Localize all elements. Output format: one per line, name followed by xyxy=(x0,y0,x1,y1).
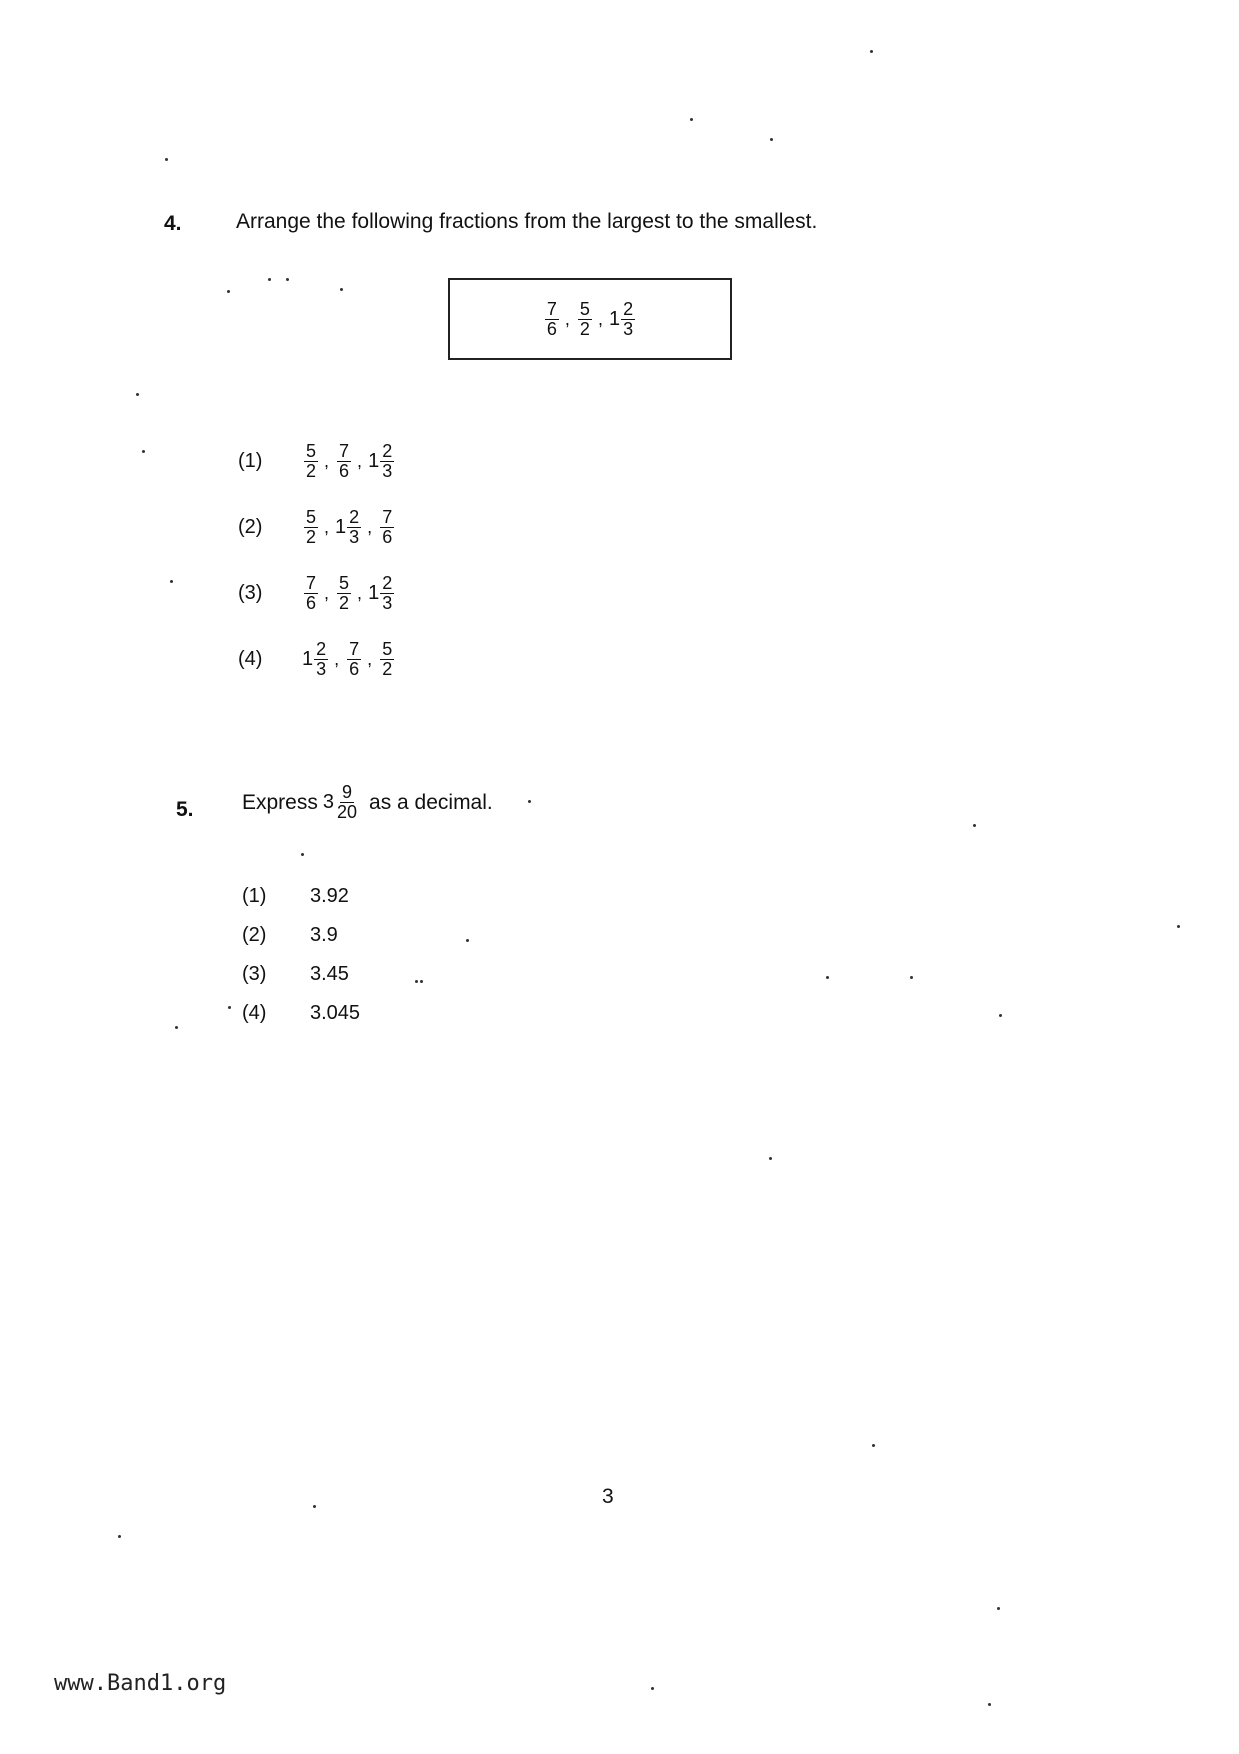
option-label: (3) xyxy=(238,581,263,604)
fraction-numerator: 7 xyxy=(382,506,393,527)
answer-option xyxy=(242,924,360,963)
scan-speck xyxy=(1177,925,1180,928)
fraction xyxy=(337,574,351,613)
fraction-denominator: 3 xyxy=(349,526,360,547)
fraction xyxy=(380,640,394,679)
question-4-text: Arrange the following fractions from the largest to the smallest. xyxy=(236,210,818,233)
fraction-numerator: 2 xyxy=(316,638,327,659)
fraction xyxy=(380,508,394,547)
scan-speck xyxy=(118,1535,121,1538)
fraction-denominator: 3 xyxy=(382,592,393,613)
mixed-whole: 1 xyxy=(608,307,621,330)
fraction xyxy=(314,640,328,679)
comma-separator: , xyxy=(324,450,330,471)
mixed-number xyxy=(335,508,363,547)
fraction-denominator: 6 xyxy=(306,592,317,613)
mixed-whole: 1 xyxy=(302,647,314,670)
fraction xyxy=(347,508,361,547)
scan-speck xyxy=(466,939,469,942)
fraction-numerator: 7 xyxy=(306,572,317,593)
fraction-denominator: 2 xyxy=(306,526,317,547)
scan-speck xyxy=(872,1444,875,1447)
fraction xyxy=(380,574,394,613)
fraction xyxy=(335,574,353,613)
fraction-denominator: 6 xyxy=(349,658,360,679)
scan-speck xyxy=(997,1607,1000,1610)
fraction xyxy=(543,300,561,339)
mixed-whole: 3 xyxy=(322,791,334,813)
fraction xyxy=(304,574,318,613)
answer-option xyxy=(242,885,360,924)
option-label: (1) xyxy=(238,449,263,472)
page-number: 3 xyxy=(602,1485,614,1508)
fraction-denominator: 2 xyxy=(306,460,317,481)
comma-separator: , xyxy=(357,450,363,471)
fraction xyxy=(545,300,559,339)
fraction xyxy=(302,508,320,547)
scan-speck xyxy=(690,118,693,121)
option-value: 3.92 xyxy=(310,885,349,907)
scan-speck xyxy=(340,288,343,291)
scan-speck xyxy=(313,1505,316,1508)
scan-speck xyxy=(999,1014,1002,1017)
footer-url: www.Band1.org xyxy=(54,1671,227,1696)
option-label: (2) xyxy=(238,515,263,538)
fraction-denominator: 3 xyxy=(623,318,634,339)
fraction-denominator: 2 xyxy=(382,658,393,679)
fraction-numerator: 5 xyxy=(382,638,393,659)
comma-separator: , xyxy=(324,516,330,537)
fraction-numerator: 5 xyxy=(306,506,317,527)
scan-speck xyxy=(175,1026,178,1029)
fraction-numerator: 2 xyxy=(623,298,634,319)
answer-option xyxy=(242,963,360,1002)
fraction xyxy=(335,783,359,822)
answer-option xyxy=(238,626,396,692)
scan-speck xyxy=(268,278,271,281)
fraction-numerator: 5 xyxy=(339,572,350,593)
given-fractions-box xyxy=(448,278,732,360)
fraction-denominator: 6 xyxy=(339,460,350,481)
fraction-numerator: 2 xyxy=(349,506,360,527)
fraction xyxy=(621,300,635,339)
question-5-prefix: Express xyxy=(242,790,318,814)
fraction-numerator: 9 xyxy=(341,782,352,802)
scan-speck xyxy=(870,50,873,53)
answer-option xyxy=(242,1002,360,1041)
fraction-numerator: 7 xyxy=(349,638,360,659)
scan-speck xyxy=(136,393,139,396)
fraction-numerator: 7 xyxy=(339,440,350,461)
mixed-number xyxy=(368,442,396,481)
mixed-whole: 1 xyxy=(368,581,380,604)
question-5-options xyxy=(242,885,360,1041)
scan-speck xyxy=(769,1157,772,1160)
question-5-mixed-number xyxy=(323,783,361,822)
option-value: 3.9 xyxy=(310,924,338,946)
scan-speck xyxy=(651,1687,654,1690)
option-label: (4) xyxy=(238,647,263,670)
question-5-suffix: as a decimal. xyxy=(369,790,493,814)
scan-speck xyxy=(770,138,773,141)
scan-speck xyxy=(301,853,304,856)
option-label: (4) xyxy=(242,1002,267,1024)
comma-separator: , xyxy=(367,516,373,537)
scan-speck xyxy=(228,1006,231,1009)
fraction xyxy=(304,508,318,547)
scan-speck xyxy=(988,1703,991,1706)
fraction-numerator: 2 xyxy=(382,440,393,461)
fraction-denominator: 2 xyxy=(579,318,590,339)
scan-speck xyxy=(420,980,423,983)
answer-option xyxy=(238,494,396,560)
scan-speck xyxy=(142,450,145,453)
question-4-number: 4. xyxy=(164,212,182,235)
comma-separator: , xyxy=(367,648,373,669)
scan-speck xyxy=(826,976,829,979)
given-fractions xyxy=(543,300,637,339)
option-label: (1) xyxy=(242,885,267,907)
scan-speck xyxy=(910,976,913,979)
fraction-denominator: 3 xyxy=(316,658,327,679)
mixed-whole: 1 xyxy=(368,449,380,472)
question-4-options xyxy=(238,428,396,692)
scan-speck xyxy=(170,580,173,583)
scan-speck xyxy=(165,158,168,161)
answer-option xyxy=(238,428,396,494)
fraction xyxy=(380,442,394,481)
fraction-denominator: 6 xyxy=(382,526,393,547)
fraction-numerator: 7 xyxy=(546,298,557,319)
comma-separator: , xyxy=(357,582,363,603)
fraction-denominator: 3 xyxy=(382,460,393,481)
fraction-numerator: 2 xyxy=(382,572,393,593)
fraction xyxy=(578,300,592,339)
fraction-denominator: 20 xyxy=(336,802,358,822)
option-value: 3.45 xyxy=(310,963,349,985)
fraction xyxy=(576,300,594,339)
option-label: (2) xyxy=(242,924,267,946)
scan-speck xyxy=(286,278,289,281)
fraction xyxy=(302,574,320,613)
scan-speck xyxy=(973,824,976,827)
fraction-numerator: 5 xyxy=(306,440,317,461)
scan-speck xyxy=(415,980,418,983)
scan-speck xyxy=(528,800,531,803)
fraction xyxy=(347,640,361,679)
fraction xyxy=(345,640,363,679)
option-value: 3.045 xyxy=(310,1002,361,1024)
fraction xyxy=(378,508,396,547)
option-label: (3) xyxy=(242,963,267,985)
fraction-denominator: 2 xyxy=(339,592,350,613)
answer-option xyxy=(238,560,396,626)
fraction xyxy=(304,442,318,481)
comma-separator: , xyxy=(324,582,330,603)
comma-separator: , xyxy=(564,308,570,329)
question-5-number: 5. xyxy=(176,798,194,821)
fraction-numerator: 5 xyxy=(579,298,590,319)
fraction-denominator: 6 xyxy=(546,318,557,339)
fraction xyxy=(302,442,320,481)
fraction xyxy=(337,442,351,481)
mixed-number xyxy=(368,574,396,613)
fraction xyxy=(378,640,396,679)
mixed-number xyxy=(609,300,637,339)
comma-separator: , xyxy=(597,308,603,329)
comma-separator: , xyxy=(334,648,340,669)
mixed-whole: 1 xyxy=(335,515,347,538)
question-5-text xyxy=(242,783,493,822)
fraction xyxy=(335,442,353,481)
scan-speck xyxy=(227,290,230,293)
mixed-number xyxy=(302,640,330,679)
